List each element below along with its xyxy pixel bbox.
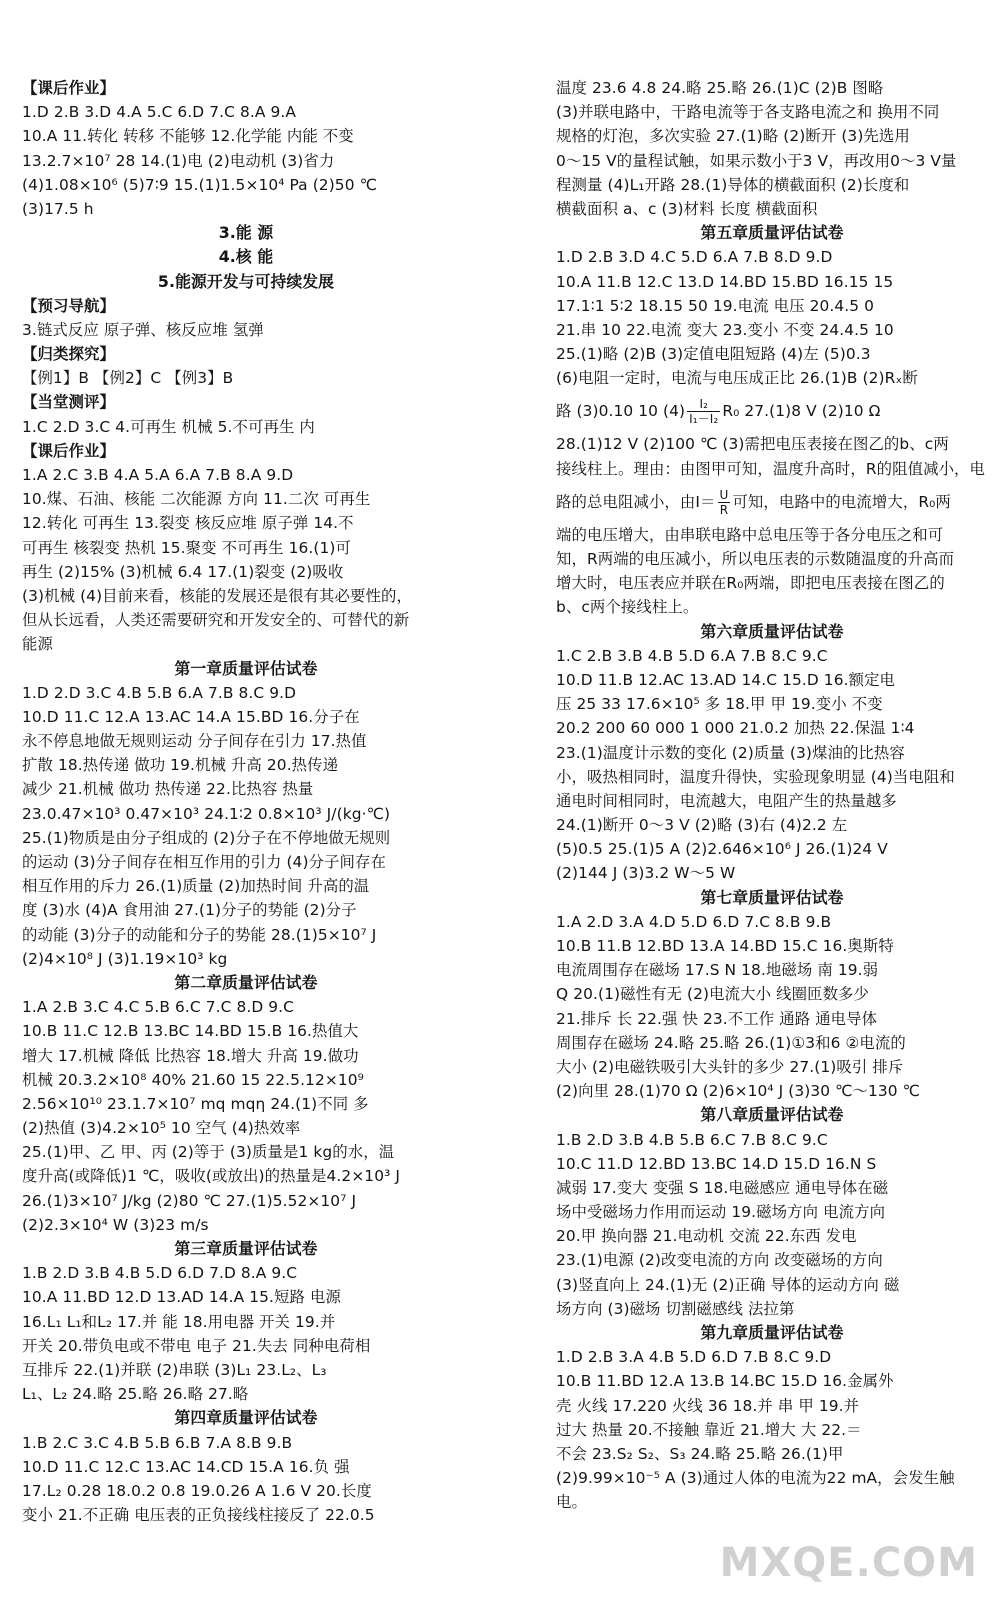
answer-line: 1.B 2.D 3.B 4.B 5.B 6.C 7.B 8.C 9.C bbox=[556, 1130, 828, 1149]
answer-line: 永不停息地做无规则运动 分子间存在引力 17.热值 bbox=[22, 732, 367, 751]
answer-line: 13.2.7×10⁷ 28 14.(1)电 (2)电动机 (3)省力 bbox=[22, 151, 335, 170]
answer-line: 25.(1)略 (2)B (3)定值电阻短路 (4)左 (5)0.3 bbox=[556, 345, 871, 364]
answer-line: 0～15 V的量程试触，如果示数小于3 V，再改用0～3 V量 bbox=[556, 151, 957, 170]
right-column bbox=[556, 76, 988, 1515]
answer-line: 25.(1)物质是由分子组成的 (2)分子在不停地做无规则 bbox=[22, 828, 391, 847]
answer-line: 10.C 11.D 12.BD 13.BC 14.D 15.D 16.N S bbox=[556, 1154, 877, 1173]
answer-line: 3.链式反应 原子弹、核反应堆 氢弹 bbox=[22, 320, 264, 339]
answer-line: (4)1.08×10⁶ (5)7∶9 15.(1)1.5×10⁴ Pa (2)50 ℃ bbox=[22, 175, 377, 194]
answer-line bbox=[556, 481, 988, 523]
section-title: 第三章质量评估试卷 bbox=[174, 1239, 318, 1258]
answer-line: (6)电阻一定时，电流与电压成正比 26.(1)B (2)Rₓ断 bbox=[556, 369, 918, 388]
answer-line: 1.A 2.B 3.C 4.C 5.B 6.C 7.C 8.D 9.C bbox=[22, 998, 295, 1017]
answer-line: 场方向 (3)磁场 切割磁感线 法拉第 bbox=[556, 1299, 795, 1318]
answer-line: 2.56×10¹⁰ 23.1.7×10⁷ mq mqη 24.(1)不同 多 bbox=[22, 1094, 369, 1113]
answer-text: R₀ 27.(1)8 V (2)10 Ω bbox=[722, 402, 881, 421]
answer-line: 25.(1)甲、乙 甲、丙 (2)等于 (3)质量是1 kg的水，温 bbox=[22, 1143, 395, 1162]
answer-line: 12.转化 可再生 13.裂变 核反应堆 原子弹 14.不 bbox=[22, 514, 354, 533]
answer-line: 26.(1)3×10⁷ J/kg (2)80 ℃ 27.(1)5.52×10⁷ J bbox=[22, 1191, 357, 1210]
site-watermark: MXQE.COM bbox=[719, 1540, 978, 1586]
answer-line: 壳 火线 17.220 火线 36 18.并 串 甲 19.并 bbox=[556, 1396, 860, 1415]
answer-line: 互排斥 22.(1)并联 (2)串联 (3)L₁ 23.L₂、L₃ bbox=[22, 1360, 327, 1379]
answer-line: 10.D 11.C 12.A 13.AC 14.A 15.BD 16.分子在 bbox=[22, 707, 360, 726]
answer-line: 10.B 11.B 12.BD 13.A 14.BD 15.C 16.奥斯特 bbox=[556, 937, 894, 955]
answer-line: 机械 20.3.2×10⁸ 40% 21.60 15 22.5.12×10⁹ bbox=[22, 1070, 364, 1089]
answer-line: 1.C 2.D 3.C 4.可再生 机械 5.不可再生 内 bbox=[22, 417, 315, 436]
section-label: 【归类探究】 bbox=[22, 345, 115, 364]
answer-line: 再生 (2)15% (3)机械 6.4 17.(1)裂变 (2)吸收 bbox=[22, 562, 344, 581]
section-title: 第六章质量评估试卷 bbox=[700, 621, 844, 641]
answer-line: 21.排斥 长 22.强 快 23.不工作 通路 通电导体 bbox=[556, 1009, 878, 1028]
answer-line: 变小 21.不正确 电压表的正负接线柱接反了 22.0.5 bbox=[22, 1506, 375, 1525]
answer-line: 24.(1)断开 0～3 V (2)略 (3)右 (4)2.2 左 bbox=[556, 816, 848, 835]
answer-line: b、c两个接线柱上。 bbox=[556, 598, 699, 617]
answer-line: 但从长远看，人类还需要研究和开发安全的、可替代的新 bbox=[22, 611, 410, 630]
answer-line: 21.串 10 22.电流 变大 23.变小 不变 24.4.5 10 bbox=[556, 320, 894, 339]
answer-line: 能源 bbox=[22, 635, 53, 654]
answer-line: (2)4×10⁸ J (3)1.19×10³ kg bbox=[22, 949, 228, 968]
answer-line: 10.A 11.转化 转移 不能够 12.化学能 内能 不变 bbox=[22, 127, 354, 146]
answer-line: 电。 bbox=[556, 1493, 587, 1512]
answer-line: 的运动 (3)分子间存在相互作用的引力 (4)分子间存在 bbox=[22, 853, 386, 871]
answer-line: 温度 23.6 4.8 24.略 25.略 26.(1)C (2)B 图略 bbox=[556, 79, 884, 97]
answer-line: 可再生 核裂变 热机 15.聚变 不可再生 16.(1)可 bbox=[22, 538, 351, 557]
answer-line: L₁、L₂ 24.略 25.略 26.略 27.略 bbox=[22, 1385, 249, 1404]
answer-line: 1.D 2.B 3.D 4.A 5.C 6.D 7.C 8.A 9.A bbox=[22, 103, 296, 122]
answer-line: 10.B 11.BD 12.A 13.B 14.BC 15.D 16.金属外 bbox=[556, 1372, 894, 1391]
answer-line: 10.A 11.BD 12.D 13.AD 14.A 15.短路 电源 bbox=[22, 1288, 341, 1307]
answer-line: 17.1∶1 5∶2 18.15 50 19.电流 电压 20.4.5 0 bbox=[556, 296, 875, 315]
answer-line: (2)向里 28.(1)70 Ω (2)6×10⁴ J (3)30 ℃～130 ℃ bbox=[556, 1082, 921, 1101]
answer-line: 10.A 11.B 12.C 13.D 14.BD 15.BD 16.15 15 bbox=[556, 272, 894, 291]
answer-line: 20.2 200 60 000 1 000 21.0.2 加热 22.保温 1∶4 bbox=[556, 719, 915, 738]
answer-line: 小，吸热相同时，温度升得快，实验现象明显 (4)当电阻和 bbox=[556, 767, 955, 786]
section-title: 第九章质量评估试卷 bbox=[700, 1323, 844, 1342]
answer-line: (2)热值 (3)4.2×10⁵ 10 空气 (4)热效率 bbox=[22, 1119, 301, 1138]
section-title: 第四章质量评估试卷 bbox=[174, 1408, 318, 1428]
answer-line: 1.D 2.B 3.D 4.C 5.D 6.A 7.B 8.D 9.D bbox=[556, 248, 833, 267]
answer-line: 端的电压增大，由串联电路中总电压等于各分电压之和可 bbox=[556, 525, 944, 544]
answer-line: 10.B 11.C 12.B 13.BC 14.BD 15.B 16.热值大 bbox=[22, 1022, 359, 1041]
answer-line: 【例1】B 【例2】C 【例3】B bbox=[22, 369, 234, 388]
section-title: 5.能源开发与可持续发展 bbox=[157, 271, 335, 291]
answer-line: 压 25 33 17.6×10⁵ 多 18.甲 甲 19.变小 不变 bbox=[556, 695, 883, 714]
answer-line: 电流周围存在磁场 17.S N 18.地磁场 南 19.弱 bbox=[556, 961, 879, 980]
fraction-denominator: R bbox=[719, 502, 729, 517]
answer-text: 路的总电阻减小，由I＝ bbox=[556, 492, 716, 511]
fraction-numerator: U bbox=[719, 487, 729, 502]
section-title: 4.核 能 bbox=[218, 247, 274, 267]
answer-line: 17.L₂ 0.28 18.0.2 0.8 19.0.26 A 1.6 V 20.长度 bbox=[22, 1481, 372, 1500]
left-column bbox=[22, 76, 470, 1527]
answer-line: 10.煤、石油、核能 二次能源 方向 11.二次 可再生 bbox=[22, 490, 371, 509]
answer-line: 的动能 (3)分子的动能和分子的势能 28.(1)5×10⁷ J bbox=[22, 925, 377, 944]
answer-line: (3)机械 (4)目前来看，核能的发展还是很有其必要性的， bbox=[22, 586, 412, 605]
answer-line: 10.D 11.B 12.AC 13.AD 14.C 15.D 16.额定电 bbox=[556, 670, 896, 689]
section-title: 3.能 源 bbox=[218, 223, 274, 243]
answer-line: 1.B 2.C 3.C 4.B 5.B 6.B 7.A 8.B 9.B bbox=[22, 1433, 293, 1452]
section-title: 第七章质量评估试卷 bbox=[700, 887, 844, 907]
answer-line: 减弱 17.变大 变强 S 18.电磁感应 通电导体在磁 bbox=[556, 1178, 889, 1197]
section-title: 第一章质量评估试卷 bbox=[174, 658, 318, 678]
answer-line: 不会 23.S₂ S₂、S₃ 24.略 25.略 26.(1)甲 bbox=[556, 1444, 844, 1463]
answer-line bbox=[556, 390, 988, 432]
answer-line: 增大 17.机械 降低 比热容 18.增大 升高 19.做功 bbox=[22, 1046, 359, 1065]
answer-line: 1.D 2.B 3.A 4.B 5.D 6.D 7.B 8.C 9.D bbox=[556, 1348, 832, 1367]
answer-line: (3)17.5 h bbox=[22, 199, 94, 218]
answer-text: 路 (3)0.10 10 (4) bbox=[556, 402, 686, 421]
answer-line: 扩散 18.热传递 做功 19.机械 升高 20.热传递 bbox=[22, 756, 339, 775]
answer-line: (2)2.3×10⁴ W (3)23 m/s bbox=[22, 1215, 209, 1234]
answer-line: 度 (3)水 (4)A 食用油 27.(1)分子的势能 (2)分子 bbox=[22, 901, 357, 920]
answer-line: (3)并联电路中，干路电流等于各支路电流之和 换用不同 bbox=[556, 103, 940, 122]
answer-line: 1.A 2.D 3.A 4.D 5.D 6.D 7.C 8.B 9.B bbox=[556, 912, 832, 931]
answer-line: 1.B 2.D 3.B 4.B 5.D 6.D 7.D 8.A 9.C bbox=[22, 1264, 298, 1283]
answer-line: 周围存在磁场 24.略 25.略 26.(1)①3和6 ②电流的 bbox=[556, 1033, 906, 1052]
answer-line: 1.A 2.C 3.B 4.A 5.A 6.A 7.B 8.A 9.D bbox=[22, 466, 294, 484]
answer-line: 大小 (2)电磁铁吸引大头针的多少 27.(1)吸引 排斥 bbox=[556, 1057, 904, 1076]
answer-line: 16.L₁ L₁和L₂ 17.并 能 18.用电器 开关 19.并 bbox=[22, 1312, 336, 1331]
answer-line: 1.D 2.D 3.C 4.B 5.B 6.A 7.B 8.C 9.D bbox=[22, 683, 297, 702]
section-label: 【当堂测评】 bbox=[22, 393, 115, 412]
answer-line: 知，R两端的电压减小，所以电压表的示数随温度的升高而 bbox=[556, 550, 955, 568]
fraction-denominator: I₁－I₂ bbox=[689, 412, 719, 427]
answer-line: 度升高(或降低)1 ℃，吸收(或放出)的热量是4.2×10³ J bbox=[22, 1167, 400, 1186]
answer-line: 23.(1)温度计示数的变化 (2)质量 (3)煤油的比热容 bbox=[556, 743, 905, 762]
answer-text: 可知，电路中的电流增大，R₀两 bbox=[732, 492, 951, 511]
answer-line: 增大时，电压表应并联在R₀两端，即把电压表接在图乙的 bbox=[556, 574, 945, 593]
section-title: 第八章质量评估试卷 bbox=[700, 1105, 844, 1125]
fraction bbox=[718, 488, 731, 517]
answer-line: 相互作用的斥力 26.(1)质量 (2)加热时间 升高的温 bbox=[22, 877, 370, 896]
answer-line: (2)144 J (3)3.2 W～5 W bbox=[556, 864, 736, 883]
answer-line: 过大 热量 20.不接触 靠近 21.增大 大 22.＝ bbox=[556, 1420, 862, 1439]
answer-line: 1.C 2.B 3.B 4.B 5.D 6.A 7.B 8.C 9.C bbox=[556, 646, 828, 665]
answer-line: 规格的灯泡，多次实验 27.(1)略 (2)断开 (3)先选用 bbox=[556, 127, 910, 146]
section-label: 【预习导航】 bbox=[22, 296, 115, 315]
answer-line: 20.甲 换向器 21.电动机 交流 22.东西 发电 bbox=[556, 1227, 857, 1246]
answer-line: 程测量 (4)L₁开路 28.(1)导体的横截面积 (2)长度和 bbox=[556, 175, 910, 194]
section-title: 第二章质量评估试卷 bbox=[174, 972, 318, 992]
fraction-numerator: I₂ bbox=[687, 397, 720, 412]
answer-line: 10.D 11.C 12.C 13.AC 14.CD 15.A 16.负 强 bbox=[22, 1457, 350, 1476]
section-label: 【课后作业】 bbox=[22, 441, 115, 460]
answer-line: (2)9.99×10⁻⁵ A (3)通过人体的电流为22 mA，会发生触 bbox=[556, 1469, 955, 1488]
answer-line: 28.(1)12 V (2)100 ℃ (3)需把电压表接在图乙的b、c两 bbox=[556, 435, 949, 454]
section-label: 【课后作业】 bbox=[22, 79, 115, 97]
answer-line: (3)竖直向上 24.(1)无 (2)正确 导体的运动方向 磁 bbox=[556, 1275, 900, 1294]
answer-line: 23.(1)电源 (2)改变电流的方向 改变磁场的方向 bbox=[556, 1251, 883, 1270]
answer-line: 场中受磁场力作用而运动 19.磁场方向 电流方向 bbox=[556, 1203, 886, 1222]
answer-line: 通电时间相同时，电流越大，电阻产生的热量越多 bbox=[556, 791, 897, 810]
section-title: 第五章质量评估试卷 bbox=[700, 223, 844, 243]
answer-line: 减少 21.机械 做功 热传递 22.比热容 热量 bbox=[22, 780, 314, 799]
answer-line: 接线柱上。理由：由图甲可知，温度升高时，R的阻值减小，电 bbox=[556, 459, 986, 478]
fraction bbox=[687, 397, 720, 426]
answer-line: (5)0.5 25.(1)5 A (2)2.646×10⁶ J 26.(1)24 V bbox=[556, 840, 888, 859]
answer-line: 23.0.47×10³ 0.47×10³ 24.1∶2 0.8×10³ J/(kg·℃) bbox=[22, 804, 391, 823]
answer-line: Q 20.(1)磁性有无 (2)电流大小 线圈匝数多少 bbox=[556, 985, 870, 1004]
answer-line: 开关 20.带负电或不带电 电子 21.失去 同种电荷相 bbox=[22, 1336, 371, 1355]
answer-line: 横截面积 a、c (3)材料 长度 横截面积 bbox=[556, 199, 818, 218]
